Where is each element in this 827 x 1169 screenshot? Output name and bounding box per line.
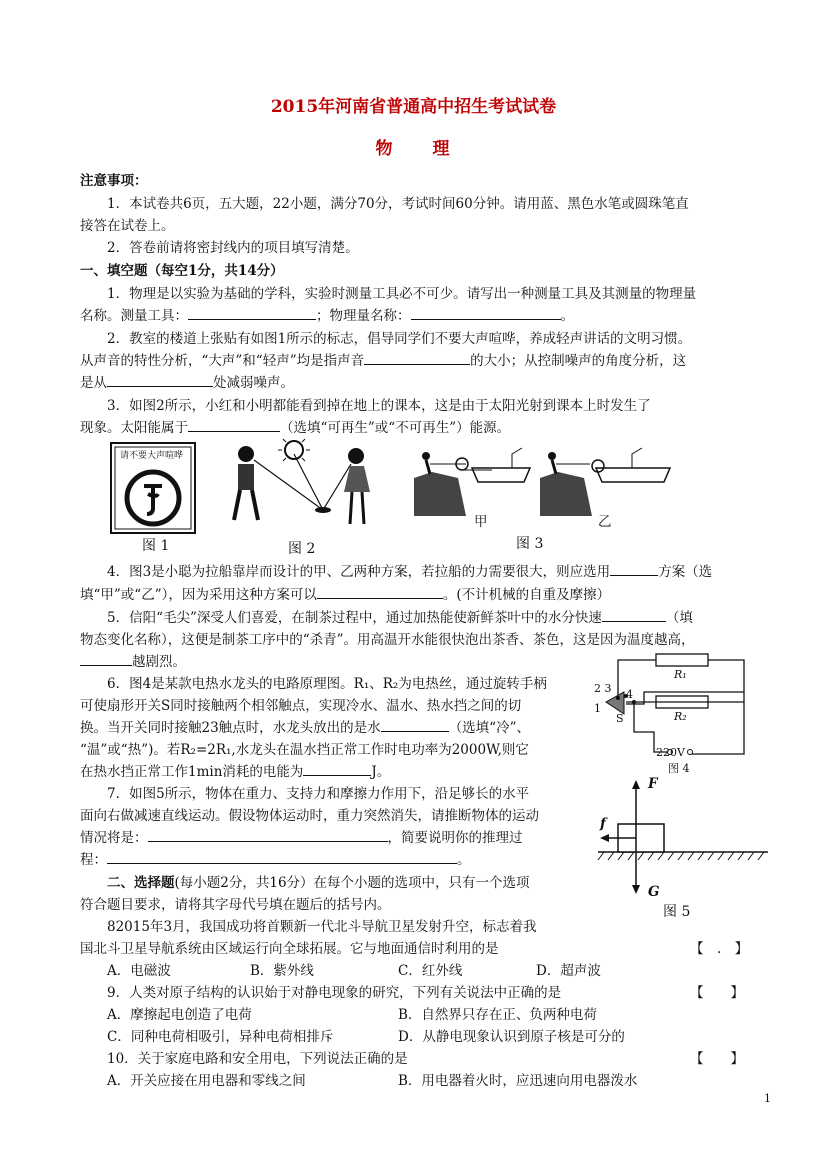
- figure-3: [412, 438, 672, 518]
- fig5-G-label: G: [648, 884, 660, 900]
- answer-blank[interactable]: [107, 373, 213, 387]
- fig4-switch-label: S: [616, 712, 624, 725]
- answer-blank[interactable]: [303, 762, 371, 776]
- q7-line2: 面向右做减速直线运动。假设物体运动时，重力突然消失，请推断物体的运动: [80, 808, 539, 824]
- figure-5: [596, 776, 770, 900]
- fig4-r2-label: R₂: [674, 710, 687, 723]
- figure-2: [228, 440, 388, 536]
- page-number: 1: [764, 1092, 771, 1105]
- answer-blank[interactable]: [80, 652, 132, 666]
- q6-line1: 6．图4是某款电热水龙头的电路原理图。R₁、R₂为电热丝，通过旋转手柄: [107, 676, 547, 692]
- section1-heading: 一、填空题（每空1分，共14分）: [80, 263, 284, 279]
- fig4-contact1-label: 1: [594, 702, 601, 715]
- q7-line3: 情况将是： ，简要说明你的推理过: [80, 830, 523, 846]
- q3-line2: 现象。太阳能属于 （选填“可再生”或“不可再生”）能源。: [80, 420, 511, 436]
- q7-line4: 程： 。: [80, 852, 471, 868]
- q8-line2: 国北斗卫星导航系统由区域运行向全球拓展。它与地面通信时利用的是: [80, 941, 499, 957]
- fig4-voltage-label: 220V: [656, 746, 685, 759]
- answer-blank[interactable]: [411, 306, 561, 320]
- q8-answer-bracket[interactable]: 【 . 】: [690, 941, 749, 957]
- q9-answer-bracket[interactable]: 【 】: [690, 985, 744, 1001]
- fig4-r1-label: R₁: [674, 668, 687, 681]
- q8-option-d: D．超声波: [536, 963, 601, 979]
- answer-blank[interactable]: [364, 351, 470, 365]
- q4-line2: 填“甲”或“乙”），因为采用这种方案可以 。(不计机械的自重及摩擦）: [80, 587, 611, 603]
- q6-line3: 换。当开关同时接触23触点时，水龙头放出的是水 （选填“冷”、: [80, 720, 530, 736]
- q10-option-b: B．用电器着火时，应迅速向用电器泼水: [398, 1073, 638, 1089]
- answer-blank[interactable]: [381, 718, 449, 732]
- fig4-contacts-label: 2 3: [594, 682, 612, 695]
- q9-stem: 9．人类对原子结构的认识始于对静电现象的研究，下列有关说法中正确的是: [107, 985, 562, 1001]
- q8-option-b: B．紫外线: [250, 963, 314, 979]
- note-1b: 接答在试卷上。: [80, 218, 175, 234]
- q9-option-c: C．同种电荷相吸引，异种电荷相排斥: [107, 1029, 334, 1045]
- fig3-caption: 图 3: [516, 536, 544, 552]
- exam-title: 2015年河南省普通高中招生考试试卷: [270, 97, 557, 117]
- q9-option-d: D．从静电现象认识到原子核是可分的: [398, 1029, 625, 1045]
- q8-option-c: C．红外线: [398, 963, 463, 979]
- q9-option-b: B．自然界只存在正、负两种电荷: [398, 1007, 597, 1023]
- answer-blank[interactable]: [107, 850, 457, 864]
- q7-line1: 7．如图5所示，物体在重力、支持力和摩擦力作用下，沿足够长的水平: [107, 786, 530, 802]
- notes-heading: 注意事项：: [80, 173, 148, 189]
- note-1a: 1．本试卷共6页，五大题，22小题，满分70分，考试时间60分钟。请用蓝、黑色水笔或圆珠笔直: [107, 196, 689, 212]
- q4-line1: 4．图3是小聪为拉船靠岸而设计的甲、乙两种方案，若拉船的力需要很大，则应选用 方案（选: [107, 564, 713, 580]
- note-2: 2．答卷前请将密封线内的项目填写清楚。: [107, 240, 359, 256]
- fig3-jia: 甲: [474, 514, 488, 530]
- fig5-caption: 图 5: [663, 904, 691, 920]
- q10-stem: 10．关于家庭电路和安全用电，下列说法正确的是: [107, 1051, 408, 1067]
- answer-blank[interactable]: [602, 608, 666, 622]
- q5-line1: 5．信阳“毛尖”深受人们喜爱，在制茶过程中，通过加热能使新鲜茶叶中的水分快速 （填: [107, 610, 693, 626]
- fig2-caption: 图 2: [288, 541, 316, 557]
- q3-line1: 3．如图2所示，小红和小明都能看到掉在地上的课本，这是由于太阳光射到课本上时发生了: [107, 398, 651, 414]
- section2-heading: 二、选择题: [107, 875, 175, 891]
- answer-blank[interactable]: [317, 585, 443, 599]
- q5-line2: 物态变化名称），这便是制茶工序中的“杀青”。用高温开水能很快泡出茶香、茶色，这是因为温度越高，: [80, 632, 695, 648]
- q6-line5: 在热水挡正常工作1min消耗的电能为 J。: [80, 764, 391, 780]
- q2-line2: 从声音的特性分析，“大声”和“轻声”均是指声音 的大小；从控制噪声的角度分析，这: [80, 353, 687, 369]
- q6-line2: 可使扇形开关S同时接触两个相邻触点，实现冷水、温水、热水挡之间的切: [80, 698, 522, 714]
- figure-4: [594, 652, 754, 775]
- q8-line1: 82015年3月，我国成功将首颗新一代北斗导航卫星发射升空，标志着我: [107, 919, 537, 935]
- section2-heading-line: 二、选择题(每小题2分，共16分）在每个小题的选项中，只有一个选项: [107, 875, 530, 891]
- figure-1: [110, 442, 196, 534]
- fig1-caption: 图 1: [142, 538, 170, 554]
- q9-option-a: A．摩擦起电创造了电荷: [107, 1007, 252, 1023]
- answer-blank[interactable]: [148, 828, 388, 842]
- q2-line1: 2．教室的楼道上张贴有如图1所示的标志，倡导同学们不要大声喧哗，养成轻声讲话的文明习惯。: [107, 331, 692, 347]
- q8-option-a: A．电磁波: [107, 963, 171, 979]
- q10-answer-bracket[interactable]: 【 】: [690, 1051, 744, 1067]
- fig4-caption: 图 4: [668, 762, 690, 775]
- answer-blank[interactable]: [188, 306, 316, 320]
- q5-line3: 越剧烈。: [80, 650, 186, 670]
- fig4-contact4-label: 4: [626, 688, 633, 701]
- answer-blank[interactable]: [610, 562, 658, 576]
- q6-line4: “温”或“热”)。若R₂=2R₁,水龙头在温水挡正常工作时电功率为2000W,则它: [80, 742, 529, 758]
- fig5-f-label: f: [600, 816, 606, 832]
- q1-line2: 名称。测量工具： ；物理量名称： 。: [80, 308, 574, 324]
- subject-title: 物 理: [375, 139, 452, 159]
- fig5-F-label: F: [648, 776, 658, 792]
- q2-line3: 是从 处减弱噪声。: [80, 375, 294, 391]
- fig3-yi: 乙: [598, 514, 612, 530]
- fig1-sign-text: 请不要大声喧哗: [120, 451, 184, 461]
- answer-blank[interactable]: [188, 418, 280, 432]
- section2-line2: 符合题目要求，请将其字母代号填在题后的括号内。: [80, 897, 391, 913]
- q10-option-a: A．开关应接在用电器和零线之间: [107, 1073, 306, 1089]
- q1-line1: 1．物理是以实验为基础的学科，实验时测量工具必不可少。请写出一种测量工具及其测量的物理量: [107, 286, 697, 302]
